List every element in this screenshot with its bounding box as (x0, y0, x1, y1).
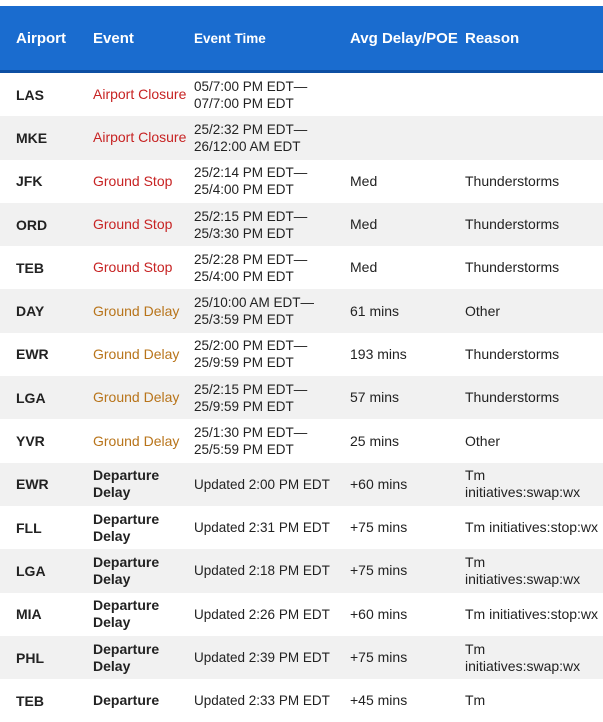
event-cell (93, 259, 194, 276)
avg-delay: +60 mins (350, 605, 408, 622)
event-time: 25/2:00 PM EDT— 25/9:59 PM EDT (194, 338, 308, 371)
header-reason: Reason (465, 29, 520, 47)
event-time: 05/7:00 PM EDT— 07/7:00 PM EDT (194, 78, 308, 111)
reason: Thunderstorms (465, 259, 560, 276)
table-row (0, 116, 603, 159)
airport-code: DAY (16, 303, 45, 320)
event-type: Departure (93, 692, 160, 709)
avg-delay: +75 mins (350, 519, 408, 536)
event-cell (93, 303, 194, 320)
airport-code: EWR (16, 346, 49, 363)
reason: Other (465, 302, 501, 319)
event-type: Ground Delay (93, 302, 180, 319)
event-type: Ground Stop (93, 259, 173, 276)
table-row (0, 160, 603, 203)
airport-code: MIA (16, 606, 42, 623)
table-row (0, 289, 603, 332)
event-cell (93, 389, 194, 406)
table-row (0, 246, 603, 289)
reason: Thunderstorms (465, 389, 560, 406)
avg-delay: +45 mins (350, 692, 408, 709)
event-time: 25/2:14 PM EDT— 25/4:00 PM EDT (194, 165, 308, 198)
event-cell (93, 511, 194, 545)
airport-delays-table (0, 6, 603, 722)
reason: Tm (465, 692, 486, 709)
event-cell (93, 86, 194, 103)
avg-delay: 57 mins (350, 389, 400, 406)
event-type: Departure Delay (93, 597, 160, 631)
table-row (0, 636, 603, 679)
reason: Tm initiatives:stop:wx (465, 605, 599, 622)
table-row (0, 549, 603, 592)
header-airport: Airport (16, 29, 66, 47)
event-type: Ground Stop (93, 172, 173, 189)
airport-code: LGA (16, 562, 46, 579)
airport-code: ORD (16, 216, 48, 233)
event-time: Updated 2:33 PM EDT (194, 693, 330, 709)
event-type: Ground Delay (93, 389, 180, 406)
table-row (0, 419, 603, 462)
event-cell (93, 346, 194, 363)
event-cell (93, 554, 194, 588)
event-type: Airport Closure (93, 86, 187, 103)
event-type: Departure Delay (93, 553, 160, 587)
event-cell (93, 641, 194, 675)
table-row (0, 593, 603, 636)
header-event: Event (93, 29, 134, 47)
event-time: Updated 2:18 PM EDT (194, 563, 330, 579)
avg-delay: Med (350, 216, 378, 233)
event-cell (93, 173, 194, 190)
event-cell (93, 216, 194, 233)
table-body (0, 73, 603, 722)
event-type: Airport Closure (93, 129, 187, 146)
event-type: Departure Delay (93, 467, 160, 501)
event-time: Updated 2:31 PM EDT (194, 520, 330, 536)
event-type: Departure Delay (93, 640, 160, 674)
table-row (0, 333, 603, 376)
event-type: Ground Delay (93, 345, 180, 362)
avg-delay: Med (350, 172, 378, 189)
airport-code: TEB (16, 692, 44, 709)
avg-delay: +75 mins (350, 649, 408, 665)
table-row (0, 679, 603, 722)
event-type: Departure Delay (93, 510, 160, 544)
reason: Thunderstorms (465, 345, 560, 362)
header-avg-delay: Avg Delay/POE (350, 29, 458, 47)
avg-delay: +60 mins (350, 475, 408, 492)
reason: Thunderstorms (465, 172, 560, 189)
event-time: 25/10:00 AM EDT— 25/3:59 PM EDT (194, 295, 315, 328)
table-header (0, 6, 603, 73)
airport-code: FLL (16, 519, 42, 536)
event-time: Updated 2:39 PM EDT (194, 650, 330, 665)
airport-code: PHL (16, 649, 44, 666)
reason: Tm initiatives:swap:wx (465, 553, 581, 587)
airport-code: TEB (16, 259, 44, 276)
reason: Tm initiatives:swap:wx (465, 467, 581, 501)
table-row (0, 506, 603, 549)
reason: Other (465, 432, 501, 449)
event-time: 25/2:15 PM EDT— 25/9:59 PM EDT (194, 381, 308, 414)
event-type: Ground Delay (93, 432, 180, 449)
avg-delay: Med (350, 259, 378, 276)
event-time: 25/2:28 PM EDT— 25/4:00 PM EDT (194, 251, 308, 284)
table-row (0, 463, 603, 506)
table-row (0, 376, 603, 419)
airport-code: MKE (16, 129, 48, 146)
event-time: 25/2:15 PM EDT— 25/3:30 PM EDT (194, 208, 308, 241)
airport-code: JFK (16, 173, 43, 190)
event-time: 25/1:30 PM EDT— 25/5:59 PM EDT (194, 425, 308, 458)
airport-code: EWR (16, 476, 49, 493)
avg-delay: 25 mins (350, 432, 400, 449)
table-row (0, 73, 603, 116)
event-cell (93, 433, 194, 450)
event-cell (93, 467, 194, 501)
avg-delay: 61 mins (350, 302, 400, 319)
event-time: Updated 2:26 PM EDT (194, 606, 330, 622)
event-time: 25/2:32 PM EDT— 26/12:00 AM EDT (194, 121, 308, 154)
reason: Tm initiatives:stop:wx (465, 519, 599, 536)
airport-code: YVR (16, 433, 45, 450)
reason: Thunderstorms (465, 216, 560, 233)
reason: Tm initiatives:swap:wx (465, 640, 581, 674)
table-row (0, 203, 603, 246)
event-cell (93, 597, 194, 631)
event-type: Ground Stop (93, 216, 173, 233)
header-event-time: Event Time (194, 30, 266, 46)
event-time: Updated 2:00 PM EDT (194, 476, 330, 492)
airport-code: LAS (16, 86, 44, 103)
airport-code: LGA (16, 389, 46, 406)
event-cell (93, 129, 194, 146)
event-cell (93, 692, 194, 709)
avg-delay: +75 mins (350, 562, 408, 579)
avg-delay: 193 mins (350, 345, 407, 362)
